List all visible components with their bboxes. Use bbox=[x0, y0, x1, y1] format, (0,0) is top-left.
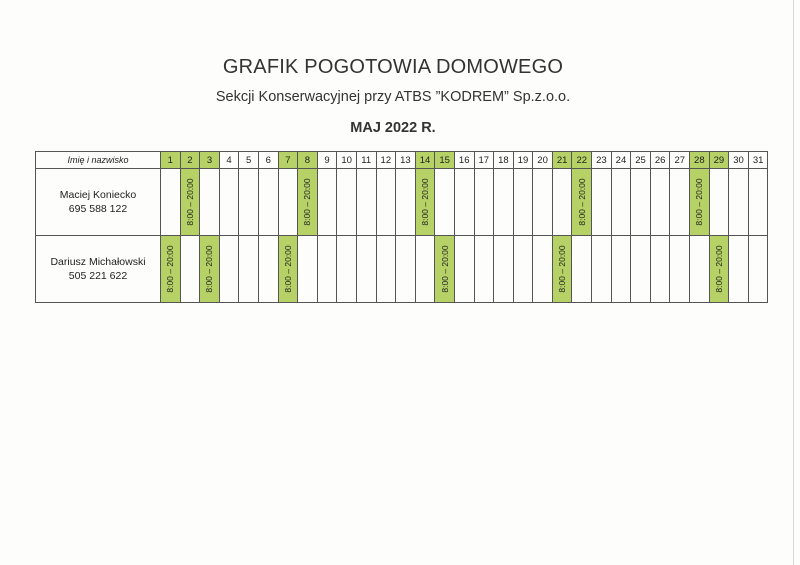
document-title: GRAFIK POGOTOWIA DOMOWEGO bbox=[222, 56, 564, 78]
shift-cell-day-31 bbox=[748, 169, 768, 236]
day-header-29: 29 bbox=[709, 152, 729, 169]
shift-cell-day-20 bbox=[533, 236, 553, 303]
month-label: MAJ 2022 R. bbox=[350, 120, 436, 136]
header-row bbox=[36, 152, 768, 169]
shift-cell-day-5 bbox=[239, 236, 259, 303]
shift-cell-day-29 bbox=[709, 169, 729, 236]
shift-hours: 8:00 – 20:00 bbox=[184, 178, 195, 226]
shift-cell-day-2 bbox=[180, 236, 200, 303]
shift-cell-day-16 bbox=[454, 236, 474, 303]
shift-cell-day-27 bbox=[670, 236, 690, 303]
day-header-21: 21 bbox=[552, 152, 572, 169]
shift-cell-day-1 bbox=[161, 169, 181, 236]
shift-hours: 8:00 – 20:00 bbox=[694, 178, 705, 226]
shift-cell-day-30 bbox=[729, 169, 749, 236]
shift-cell-day-19 bbox=[513, 236, 533, 303]
shift-cell-day-15 bbox=[435, 236, 455, 303]
shift-cell-day-7 bbox=[278, 169, 298, 236]
shift-cell-day-14 bbox=[415, 169, 435, 236]
day-header-19: 19 bbox=[513, 152, 533, 169]
shift-hours: 8:00 – 20:00 bbox=[557, 245, 568, 293]
day-header-22: 22 bbox=[572, 152, 592, 169]
shift-cell-day-27 bbox=[670, 169, 690, 236]
shift-cell-day-3 bbox=[200, 169, 220, 236]
shift-cell-day-21 bbox=[552, 169, 572, 236]
shift-cell-day-29 bbox=[709, 236, 729, 303]
shift-hours: 8:00 – 20:00 bbox=[713, 245, 724, 293]
shift-cell-day-21 bbox=[552, 236, 572, 303]
shift-cell-day-11 bbox=[356, 236, 376, 303]
day-header-13: 13 bbox=[396, 152, 416, 169]
shift-hours: 8:00 – 20:00 bbox=[282, 245, 293, 293]
day-header-7: 7 bbox=[278, 152, 298, 169]
shift-cell-day-23 bbox=[592, 169, 612, 236]
shift-cell-day-18 bbox=[494, 236, 514, 303]
shift-cell-day-6 bbox=[258, 236, 278, 303]
shift-cell-day-1 bbox=[161, 236, 181, 303]
day-header-27: 27 bbox=[670, 152, 690, 169]
day-header-8: 8 bbox=[298, 152, 318, 169]
person-phone: 505 221 622 bbox=[68, 270, 128, 282]
shift-cell-day-23 bbox=[592, 236, 612, 303]
shift-hours: 8:00 – 20:00 bbox=[302, 178, 313, 226]
shift-cell-day-13 bbox=[396, 236, 416, 303]
shift-hours: 8:00 – 20:00 bbox=[165, 245, 176, 293]
shift-cell-day-26 bbox=[650, 169, 670, 236]
shift-cell-day-3 bbox=[200, 236, 220, 303]
shift-cell-day-12 bbox=[376, 169, 396, 236]
shift-cell-day-26 bbox=[650, 236, 670, 303]
day-header-28: 28 bbox=[690, 152, 710, 169]
shift-cell-day-10 bbox=[337, 236, 357, 303]
shift-cell-day-25 bbox=[631, 236, 651, 303]
shift-cell-day-7 bbox=[278, 236, 298, 303]
shift-cell-day-12 bbox=[376, 236, 396, 303]
shift-cell-day-20 bbox=[533, 169, 553, 236]
day-header-10: 10 bbox=[337, 152, 357, 169]
shift-cell-day-16 bbox=[454, 169, 474, 236]
day-header-5: 5 bbox=[239, 152, 259, 169]
shift-cell-day-22 bbox=[572, 169, 592, 236]
day-header-30: 30 bbox=[729, 152, 749, 169]
day-header-9: 9 bbox=[317, 152, 337, 169]
shift-hours: 8:00 – 20:00 bbox=[204, 245, 215, 293]
person-cell bbox=[36, 236, 161, 303]
day-header-3: 3 bbox=[200, 152, 220, 169]
day-header-14: 14 bbox=[415, 152, 435, 169]
shift-cell-day-17 bbox=[474, 169, 494, 236]
shift-cell-day-6 bbox=[258, 169, 278, 236]
day-header-4: 4 bbox=[219, 152, 239, 169]
shift-cell-day-10 bbox=[337, 169, 357, 236]
shift-cell-day-5 bbox=[239, 169, 259, 236]
person-name: Maciej Koniecko bbox=[59, 189, 137, 201]
shift-cell-day-24 bbox=[611, 169, 631, 236]
day-header-31: 31 bbox=[748, 152, 768, 169]
shift-cell-day-9 bbox=[317, 169, 337, 236]
shift-cell-day-4 bbox=[219, 236, 239, 303]
day-header-11: 11 bbox=[356, 152, 376, 169]
day-header-6: 6 bbox=[258, 152, 278, 169]
day-header-12: 12 bbox=[376, 152, 396, 169]
day-header-20: 20 bbox=[533, 152, 553, 169]
shift-cell-day-28 bbox=[690, 236, 710, 303]
person-name: Dariusz Michałowski bbox=[50, 256, 146, 268]
shift-cell-day-13 bbox=[396, 169, 416, 236]
day-header-17: 17 bbox=[474, 152, 494, 169]
shift-cell-day-8 bbox=[298, 236, 318, 303]
shift-cell-day-22 bbox=[572, 236, 592, 303]
page-edge bbox=[793, 0, 794, 565]
day-header-25: 25 bbox=[631, 152, 651, 169]
shift-hours: 8:00 – 20:00 bbox=[420, 178, 431, 226]
shift-cell-day-18 bbox=[494, 169, 514, 236]
shift-cell-day-4 bbox=[219, 169, 239, 236]
shift-cell-day-19 bbox=[513, 169, 533, 236]
shift-cell-day-15 bbox=[435, 169, 455, 236]
name-column-header: Imię i nazwisko bbox=[36, 152, 161, 169]
day-header-1: 1 bbox=[161, 152, 181, 169]
person-phone: 695 588 122 bbox=[68, 203, 128, 215]
day-header-18: 18 bbox=[494, 152, 514, 169]
shift-hours: 8:00 – 20:00 bbox=[576, 178, 587, 226]
person-row bbox=[36, 236, 768, 303]
shift-cell-day-24 bbox=[611, 236, 631, 303]
document-subtitle: Sekcji Konserwacyjnej przy ATBS ”KODREM” Sp.z.o.o. bbox=[215, 89, 571, 105]
shift-cell-day-2 bbox=[180, 169, 200, 236]
day-header-2: 2 bbox=[180, 152, 200, 169]
shift-cell-day-11 bbox=[356, 169, 376, 236]
shift-hours: 8:00 – 20:00 bbox=[439, 245, 450, 293]
duty-schedule-table bbox=[35, 151, 768, 303]
shift-cell-day-31 bbox=[748, 236, 768, 303]
day-header-23: 23 bbox=[592, 152, 612, 169]
day-header-16: 16 bbox=[454, 152, 474, 169]
shift-cell-day-30 bbox=[729, 236, 749, 303]
day-header-26: 26 bbox=[650, 152, 670, 169]
shift-cell-day-8 bbox=[298, 169, 318, 236]
day-header-15: 15 bbox=[435, 152, 455, 169]
day-header-24: 24 bbox=[611, 152, 631, 169]
shift-cell-day-14 bbox=[415, 236, 435, 303]
person-row bbox=[36, 169, 768, 236]
shift-cell-day-25 bbox=[631, 169, 651, 236]
person-cell bbox=[36, 169, 161, 236]
shift-cell-day-9 bbox=[317, 236, 337, 303]
shift-cell-day-17 bbox=[474, 236, 494, 303]
shift-cell-day-28 bbox=[690, 169, 710, 236]
